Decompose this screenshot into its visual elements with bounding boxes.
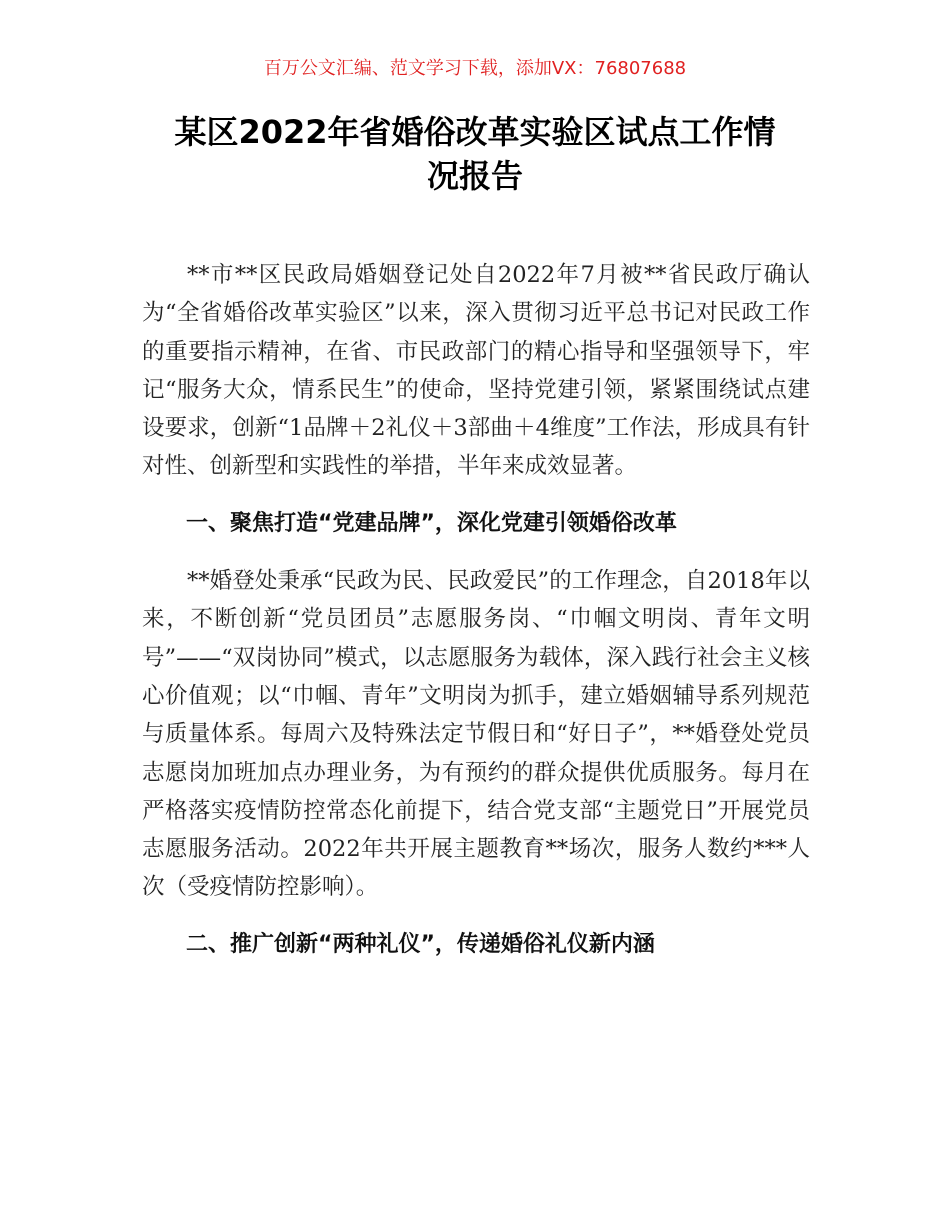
section-1-heading: 一、聚焦打造“党建品牌”，深化党建引领婚俗改革 (186, 510, 677, 536)
title-line-1: 某区2022年省婚俗改革实验区试点工作情 (174, 113, 776, 151)
promo-header-note: 百万公文汇编、范文学习下载，添加VX：76807688 (263, 58, 687, 79)
section-1-paragraph: **婚登处秉承“民政为民、民政爱民”的工作理念，自2018年以来，不断创新“党员团员”志愿服务岗、“巾帼文明岗、青年文明号”——“双岗协同”模式，以志愿服务为载体，深入践行社会主义核心价值观；以“巾帼、青年”文明岗为抓手，建立婚姻辅导系列规范与质量体系。每周六及特殊法定节假日和“好日子”，**婚登处党员志愿岗加班加点办理业务，为有预约的群众提供优质服务。每月在严格落实疫情防控常态化前提下，结合党支部“主题党日”开展党员志愿服务活动。2022年共开展主题教育**场次，服务人数约***人次（受疫情防控影响）。 (142, 568, 810, 901)
document-body (142, 256, 810, 983)
document-title (135, 110, 815, 198)
title-line-2: 况报告 (426, 157, 523, 195)
intro-paragraph: **市**区民政局婚姻登记处自2022年7月被**省民政厅确认为“全省婚俗改革实验区”以来，深入贯彻习近平总书记对民政工作的重要指示精神，在省、市民政部门的精心指导和坚强领导下，牢记“服务大众，情系民生”的使命，坚持党建引领，紧紧围绕试点建设要求，创新“1品牌＋2礼仪＋3部曲＋4维度”工作法，形成具有针对性、创新型和实践性的举措，半年来成效显著。 (142, 262, 810, 480)
section-2-heading: 二、推广创新“两种礼仪”，传递婚俗礼仪新内涵 (186, 931, 655, 957)
